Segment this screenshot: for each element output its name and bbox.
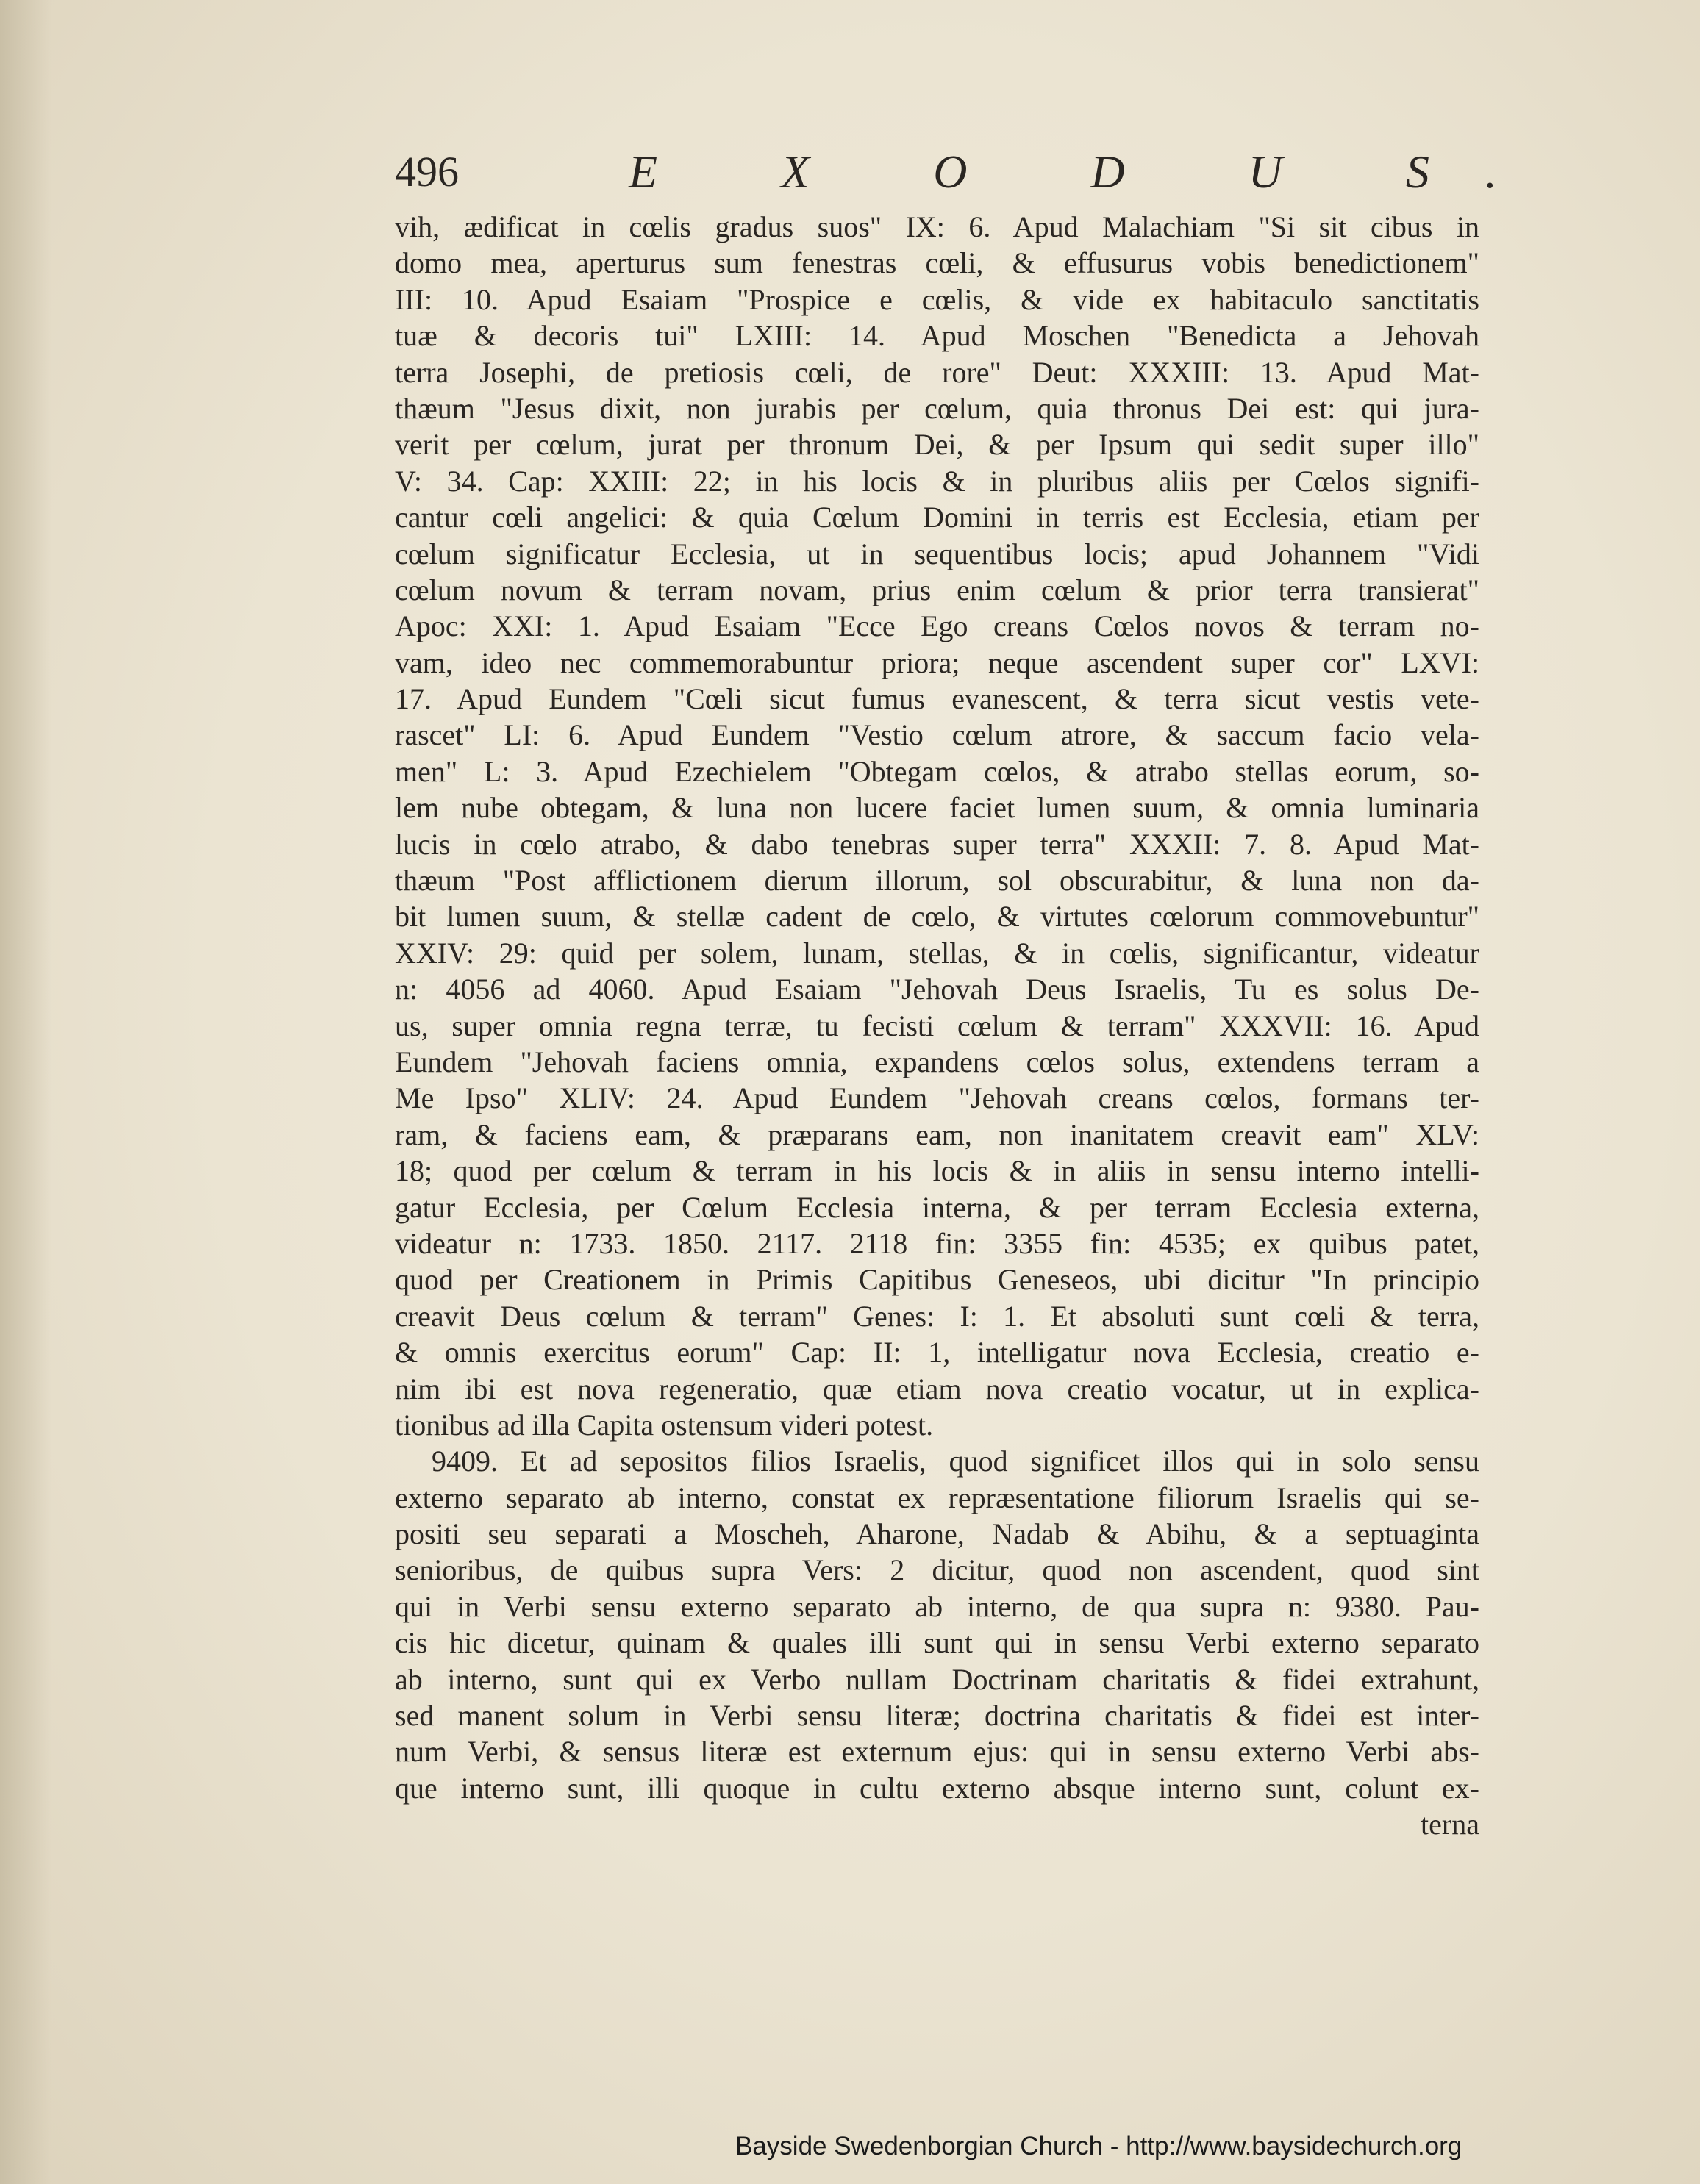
book-title: E X O D U S. bbox=[629, 146, 1553, 198]
body-text bbox=[395, 209, 1479, 1843]
text-line: rascet" LI: 6. Apud Eundem "Vestio cœlum atrore, & saccum facio vela- bbox=[395, 718, 1479, 752]
text-line: 18; quod per cœlum & terram in his locis & in aliis in sensu interno intelli- bbox=[395, 1154, 1479, 1188]
text-line: sed manent solum in Verbi sensu literæ; doctrina charitatis & fidei est inter- bbox=[395, 1699, 1479, 1733]
text-line: vih, ædificat in cœlis gradus suos" IX: 6. Apud Malachiam "Si sit cibus in bbox=[395, 210, 1479, 243]
text-line: num Verbi, & sensus literæ est externum ejus: qui in sensu externo Verbi abs- bbox=[395, 1735, 1479, 1769]
text-block bbox=[395, 141, 1553, 1843]
text-line: thæum "Post afflictionem dierum illorum, sol obscurabitur, & luna non da- bbox=[395, 864, 1479, 898]
text-line: quod per Creationem in Primis Capitibus Geneseos, ubi dicitur "In principio bbox=[395, 1263, 1479, 1297]
text-line: cis hic dicetur, quinam & quales illi sunt qui in sensu Verbi externo separato bbox=[395, 1626, 1479, 1660]
catchword: terna bbox=[1421, 1808, 1479, 1841]
text-line: terra Josephi, de pretiosis cœli, de rore" Deut: XXXIII: 13. Apud Mat- bbox=[395, 355, 1479, 389]
text-line: thæum "Jesus dixit, non jurabis per cœlum, quia thronus Dei est: qui jura- bbox=[395, 391, 1479, 425]
text-line: Me Ipso" XLIV: 24. Apud Eundem "Jehovah creans cœlos, formans ter- bbox=[395, 1081, 1479, 1115]
text-line: ram, & faciens eam, & præparans eam, non inanitatem creavit eam" XLV: bbox=[395, 1117, 1479, 1151]
text-line: positi seu separati a Moscheh, Aharone, Nadab & Abihu, & a septuaginta bbox=[395, 1517, 1479, 1551]
text-line: tionibus ad illa Capita ostensum videri potest. bbox=[395, 1408, 934, 1442]
text-line: men" L: 3. Apud Ezechielem "Obtegam cœlos, & atrabo stellas eorum, so- bbox=[395, 754, 1479, 788]
text-line: ab interno, sunt qui ex Verbo nullam Doctrinam charitatis & fidei extrahunt, bbox=[395, 1662, 1479, 1696]
watermark-link-text: Bayside Swedenborgian Church - http://www.baysidechurch.org bbox=[735, 2132, 1462, 2160]
text-line: us, super omnia regna terræ, tu fecisti cœlum & terram" XXXVII: 16. Apud bbox=[395, 1009, 1479, 1042]
paragraph-start-line: 9409. Et ad sepositos filios Israelis, quod significet illos qui in solo sensu bbox=[432, 1444, 1479, 1478]
page-number: 496 bbox=[395, 148, 459, 196]
text-line: XXIV: 29: quid per solem, lunam, stellas, & in cœlis, significantur, videatur bbox=[395, 936, 1479, 970]
text-line: domo mea, aperturus sum fenestras cœli, & effusurus vobis benedictionem" bbox=[395, 246, 1479, 280]
text-line: cœlum significatur Ecclesia, ut in sequentibus locis; apud Johannem "Vidi bbox=[395, 537, 1479, 570]
text-line: cantur cœli angelici: & quia Cœlum Domini in terris est Ecclesia, etiam per bbox=[395, 501, 1479, 534]
text-line: videatur n: 1733. 1850. 2117. 2118 fin: 3355 fin: 4535; ex quibus patet, bbox=[395, 1226, 1479, 1260]
text-line: senioribus, de quibus supra Vers: 2 dicitur, quod non ascendent, quod sint bbox=[395, 1553, 1479, 1587]
text-line: & omnis exercitus eorum" Cap: II: 1, intelligatur nova Ecclesia, creatio e- bbox=[395, 1336, 1479, 1370]
running-head bbox=[395, 141, 1553, 209]
text-line: lem nube obtegam, & luna non lucere faciet lumen suum, & omnia luminaria bbox=[395, 791, 1479, 825]
text-line: III: 10. Apud Esaiam "Prospice e cœlis, & vide ex habitaculo sanctitatis bbox=[395, 282, 1479, 316]
text-line: verit per cœlum, jurat per thronum Dei, & per Ipsum qui sedit super illo" bbox=[395, 428, 1479, 462]
text-line: vam, ideo nec commemorabuntur priora; neque ascendent super cor" LXVI: bbox=[395, 645, 1479, 679]
text-line: tuæ & decoris tui" LXIII: 14. Apud Moschen "Benedicta a Jehovah bbox=[395, 319, 1479, 353]
text-line: 17. Apud Eundem "Cœli sicut fumus evanescent, & terra sicut vestis vete- bbox=[395, 682, 1479, 716]
text-line: n: 4056 ad 4060. Apud Esaiam "Jehovah Deus Israelis, Tu es solus De- bbox=[395, 973, 1479, 1006]
text-line: externo separato ab interno, constat ex repræsentatione filiorum Israelis qui se- bbox=[395, 1481, 1479, 1514]
text-line: bit lumen suum, & stellæ cadent de cœlo, & virtutes cœlorum commovebuntur" bbox=[395, 900, 1479, 934]
text-line: lucis in cœlo atrabo, & dabo tenebras super terra" XXXII: 7. 8. Apud Mat- bbox=[395, 827, 1479, 861]
text-line: gatur Ecclesia, per Cœlum Ecclesia interna, & per terram Ecclesia externa, bbox=[395, 1190, 1479, 1224]
text-line: que interno sunt, illi quoque in cultu externo absque interno sunt, colunt ex- bbox=[395, 1771, 1479, 1805]
text-line: V: 34. Cap: XXIII: 22; in his locis & in pluribus aliis per Cœlos signifi- bbox=[395, 464, 1479, 498]
text-line: qui in Verbi sensu externo separato ab interno, de qua supra n: 9380. Pau- bbox=[395, 1589, 1479, 1623]
text-line: Apoc: XXI: 1. Apud Esaiam "Ecce Ego creans Cœlos novos & terram no- bbox=[395, 609, 1479, 643]
text-line: nim ibi est nova regeneratio, quæ etiam nova creatio vocatur, ut in explica- bbox=[395, 1372, 1479, 1406]
text-line: cœlum novum & terram novam, prius enim cœlum & prior terra transierat" bbox=[395, 573, 1479, 606]
text-line: Eundem "Jehovah faciens omnia, expandens cœlos solus, extendens terram a bbox=[395, 1045, 1479, 1078]
gutter-shadow bbox=[0, 0, 51, 2184]
text-line: creavit Deus cœlum & terram" Genes: I: 1. Et absoluti sunt cœli & terra, bbox=[395, 1299, 1479, 1333]
